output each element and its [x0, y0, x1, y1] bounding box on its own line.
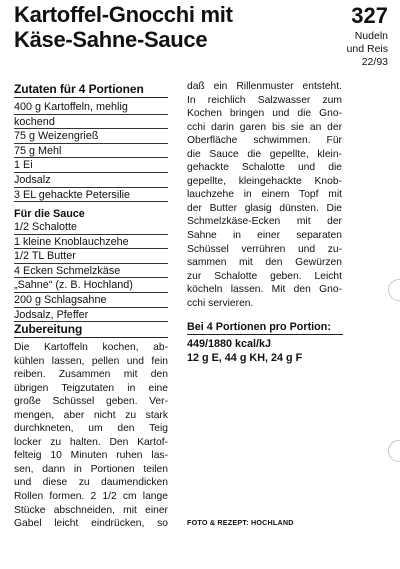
- preparation-line: Schüssel verrühren und zu-: [187, 243, 342, 255]
- ingredient-item: 400 g Kartoffeln, mehlig: [14, 100, 168, 115]
- sauce-ingredient-item: „Sahne“ (z. B. Hochland): [14, 278, 168, 293]
- preparation-line: sen, dann in Portionen teilen: [14, 463, 168, 475]
- category-line-1: Nudeln: [354, 30, 388, 42]
- preparation-line: der Butter glasig dünsten. Die: [187, 202, 342, 214]
- preparation-line: cchi darin garen bis sie an der: [187, 121, 342, 133]
- ingredient-item: Jodsalz: [14, 173, 168, 188]
- preparation-line: daß ein Rillenmuster entsteht.: [187, 81, 342, 92]
- sauce-ingredient-item: 1/2 Schalotte: [14, 220, 168, 235]
- preparation-line: Kochen bringen und die Gno-: [187, 108, 342, 120]
- preparation-line: mengen, aber nicht zu stark: [14, 409, 168, 421]
- preparation-line: lauchzehe in einem Topf mit: [187, 189, 342, 201]
- preparation-line: große Schüssel geben. Ver-: [14, 396, 168, 408]
- photo-credit: FOTO & REZEPT: HOCHLAND: [187, 518, 294, 527]
- preparation-line: kühlen lassen, pellen und fein: [14, 355, 168, 367]
- recipe-title: [14, 2, 314, 52]
- recipe-title-line-2: Käse-Sahne-Sauce: [14, 27, 208, 52]
- preparation-line: köcheln lassen. Mit den Gno-: [187, 284, 342, 296]
- preparation-line: Oberfläche schwimmen. Für: [187, 135, 342, 147]
- nutrition-heading: Bei 4 Portionen pro Portion:: [187, 321, 331, 333]
- preparation-line: durchkneten, um den Teig: [14, 423, 168, 435]
- ingredient-item: kochend: [14, 115, 168, 130]
- ingredients-heading-rule: [14, 97, 168, 98]
- sauce-ingredient-item: Jodsalz, Pfeffer: [14, 308, 168, 323]
- nutrition-heading-rule: [187, 334, 343, 335]
- sauce-ingredient-item: 1 kleine Knoblauchzehe: [14, 235, 168, 250]
- preparation-text-left: [14, 341, 168, 531]
- preparation-line: die Sauce die gepellte, klein-: [187, 148, 342, 160]
- nutrition-macros: 12 g E, 44 g KH, 24 g F: [187, 352, 303, 364]
- nutrition-energy: 449/1880 kcal/kJ: [187, 338, 272, 350]
- ingredient-item: 75 g Weizengrieß: [14, 129, 168, 144]
- recipe-title-line-1: Kartoffel-Gnocchi mit: [14, 2, 233, 27]
- preparation-line: Gabel leicht eindrücken, so: [14, 518, 168, 530]
- preparation-line: Stücke abschneiden, mit einer: [14, 504, 168, 516]
- ingredient-item: 1 Ei: [14, 158, 168, 173]
- sauce-heading: Für die Sauce: [14, 208, 85, 220]
- category-line-2: und Reis: [346, 43, 388, 55]
- preparation-line: Die Kartoffeln kochen, ab-: [14, 342, 168, 353]
- preparation-heading-rule: [14, 337, 168, 338]
- preparation-heading: Zubereitung: [14, 322, 83, 336]
- preparation-line: Sahne in einer separaten: [187, 230, 342, 242]
- preparation-line: Schmelzkäse-Ecken mit der: [187, 216, 342, 228]
- sauce-ingredient-item: 4 Ecken Schmelzkäse: [14, 264, 168, 279]
- ingredients-heading: Zutaten für 4 Portionen: [14, 82, 144, 96]
- preparation-line: und diese zu daumendicken: [14, 477, 168, 489]
- ingredient-item: 3 EL gehackte Petersilie: [14, 188, 168, 203]
- preparation-line: felteig 10 Minuten ruhen las-: [14, 450, 168, 462]
- ingredients-list: [14, 100, 168, 202]
- category-label: [347, 30, 388, 69]
- preparation-line: In reichlich Salzwasser zum: [187, 94, 342, 106]
- preparation-line: gepellte, kleingehackte Knob-: [187, 175, 342, 187]
- preparation-line: sammen mit den Gewürzen: [187, 257, 342, 269]
- preparation-line: übrigen Teigzutaten in eine: [14, 382, 168, 394]
- ingredient-item: 75 g Mehl: [14, 144, 168, 159]
- preparation-line: gehackte Schalotte und die: [187, 162, 342, 174]
- punch-hole-bottom: [388, 440, 400, 462]
- preparation-text-right: [187, 80, 342, 310]
- issue-number: 22/93: [361, 56, 388, 68]
- preparation-line: locker zu halten. Den Kartof-: [14, 436, 168, 448]
- card-number: 327: [351, 3, 388, 28]
- preparation-line: Rollen formen. 2 1/2 cm lange: [14, 491, 168, 503]
- sauce-ingredient-item: 200 g Schlagsahne: [14, 293, 168, 308]
- sauce-ingredients-list: [14, 220, 168, 322]
- sauce-ingredient-item: 1/2 TL Butter: [14, 249, 168, 264]
- preparation-line: cchi servieren.: [187, 297, 254, 309]
- punch-hole-top: [388, 279, 400, 301]
- preparation-line: reiben. Zusammen mit den: [14, 369, 168, 381]
- preparation-line: zur Schalotte geben. Leicht: [187, 270, 342, 282]
